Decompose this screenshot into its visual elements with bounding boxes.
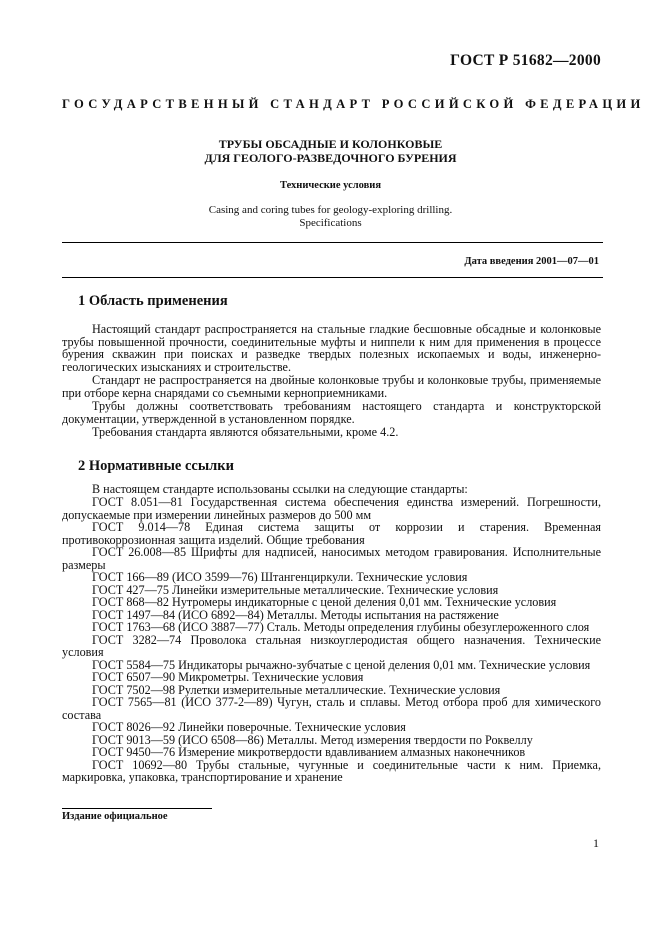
reference-item: ГОСТ 9450—76 Измерение микротвердости вдавливанием алмазных наконечников — [92, 745, 526, 759]
state-standard-heading: ГОСУДАРСТВЕННЫЙ СТАНДАРТ РОССИЙСКОЙ ФЕДЕРАЦИИ — [62, 97, 645, 111]
reference-item: ГОСТ 868—82 Нутромеры индикаторные с ценой деления 0,01 мм. Технические условия — [92, 595, 557, 609]
reference-item: ГОСТ 3282—74 Проволока стальная низкоуглеродистая общего назначения. Технические условия — [62, 632, 601, 659]
page-number: 1 — [593, 836, 599, 850]
title-line-2: ДЛЯ ГЕОЛОГО-РАЗВЕДОЧНОГО БУРЕНИЯ — [204, 151, 457, 165]
reference-item: ГОСТ 9013—59 (ИСО 6508—86) Металлы. Метод измерения твердости по Роквеллу — [92, 732, 533, 747]
reference-item: ГОСТ 10692—80 Трубы стальные, чугунные и соединительные части к ним. Приемка, маркировка, упаковка, транспортирование и хранение — [62, 757, 601, 784]
section-1-heading: 1 Область применения — [78, 293, 228, 309]
reference-item: ГОСТ 7502—98 Рулетки измерительные металлические. Технические условия — [92, 682, 501, 697]
reference-item: ГОСТ 9.014—78 Единая система защиты от коррозии и старения. Временная противокоррозионная защита изделий. Общие требования — [62, 520, 601, 547]
reference-item: ГОСТ 8.051—81 Государственная система обеспечения единства измерений. Погрешности, допускаемые при измерении линейных размеров до 500 мм — [62, 495, 601, 522]
introduction-date: Дата введения 2001—07—01 — [464, 256, 599, 267]
official-edition-label: Издание официальное — [62, 811, 168, 822]
section-2-heading: 2 Нормативные ссылки — [78, 458, 234, 474]
title-line-1: ТРУБЫ ОБСАДНЫЕ И КОЛОНКОВЫЕ — [218, 137, 443, 151]
divider-bottom — [62, 277, 603, 278]
divider-top — [62, 242, 603, 243]
reference-item: ГОСТ 166—89 (ИСО 3599—76) Штангенциркули. Технические условия — [92, 570, 468, 584]
document-subtitle: Технические условия — [279, 180, 382, 191]
reference-item: ГОСТ 7565—81 (ИСО 377-2—89) Чугун, сталь и сплавы. Метод отбора проб для химического состава — [62, 695, 601, 722]
footer-divider — [62, 808, 212, 809]
section-2-intro: В настоящем стандарте использованы ссылки на следующие стандарты: — [92, 482, 468, 496]
references-list — [62, 496, 601, 784]
reference-item: ГОСТ 6507—90 Микрометры. Технические условия — [92, 670, 364, 684]
english-title — [60, 204, 601, 230]
document-title — [60, 137, 601, 165]
reference-item: ГОСТ 427—75 Линейки измерительные металлические. Технические условия — [92, 582, 499, 597]
section-1-paragraph-4: Требования стандарта являются обязательными, кроме 4.2. — [92, 425, 399, 439]
reference-item: ГОСТ 1497—84 (ИСО 6892—84) Металлы. Методы испытания на растяжение — [92, 607, 499, 622]
reference-item: ГОСТ 5584—75 Индикаторы рычажно-зубчатые с ценой деления 0,01 мм. Технические условия — [92, 657, 591, 672]
reference-item: ГОСТ 8026—92 Линейки поверочные. Технические условия — [92, 720, 406, 734]
reference-item: ГОСТ 26.008—85 Шрифты для надписей, наносимых методом гравирования. Исполнительные размеры — [62, 545, 601, 572]
section-1-paragraph-2: Стандарт не распространяется на двойные колонковые трубы и колонковые трубы, применяемые при отборе керна снарядами со съемными керноприемниками. — [62, 373, 601, 400]
document-code: ГОСТ Р 51682—2000 — [450, 52, 601, 69]
english-title-line-1: Casing and coring tubes for geology-exploring drilling. — [208, 204, 453, 216]
section-1-paragraph-1: Настоящий стандарт распространяется на стальные гладкие бесшовные обсадные и колонковые трубы повышенной прочности, соединительные муфты и ниппели к ним для применения в процессе бурения скважин при поисках и разведке твердых полезных ископаемых и воды, инженерно-геологических изысканиях и строительстве. — [62, 322, 601, 374]
reference-item: ГОСТ 1763—68 (ИСО 3887—77) Сталь. Методы определения глубины обезуглероженного слоя — [92, 620, 590, 634]
english-title-line-2: Specifications — [299, 217, 362, 229]
section-1-paragraph-3: Трубы должны соответствовать требованиям настоящего стандарта и конструкторской документации, утвержденной в установленном порядке. — [62, 399, 601, 426]
